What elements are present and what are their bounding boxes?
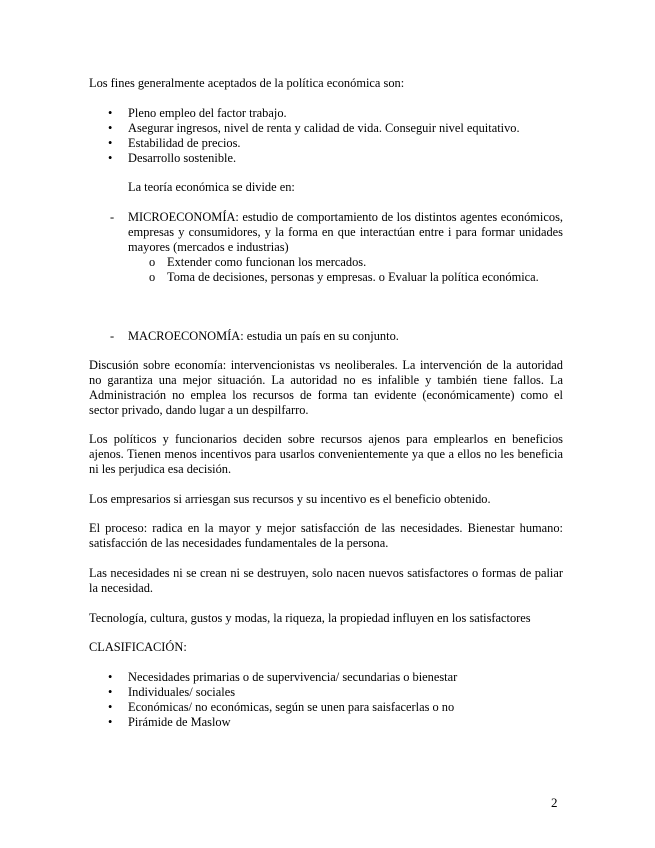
micro-subitems <box>128 255 563 285</box>
micro-item <box>89 210 563 285</box>
list-item: o Toma de decisiones, personas y empresas. o Evaluar la política económica. <box>149 270 539 284</box>
dash-icon: - <box>110 210 115 224</box>
micro-text: MICROECONOMÍA: estudio de comportamiento de los distintos agentes económicos, empresas y consumidores, y la forma en que interactúan entre i para formar unidades mayores (mercados e industrias) <box>128 210 563 254</box>
document-page <box>89 0 563 848</box>
bullet-icon: • <box>108 700 113 714</box>
bullet-icon: • <box>108 136 113 150</box>
list-item: • Necesidades primarias o de supervivencia/ secundarias o bienestar <box>108 670 458 684</box>
paragraph-tecnologia: Tecnología, cultura, gustos y modas, la riqueza, la propiedad influyen en los satisfactores <box>89 611 531 625</box>
circle-bullet-icon: o <box>149 270 156 284</box>
bullet-icon: • <box>108 121 113 135</box>
list-item: • Pleno empleo del factor trabajo. <box>108 106 287 120</box>
paragraph-discusion: Discusión sobre economía: intervencionistas vs neoliberales. La intervención de la autoridad no garantiza una mejor situación. La autoridad no es infalible y también tiene fallos. La Administración no emplea los recursos de forma tan evidente (económicamente) como el sector privado, dando lugar a un despilfarro. <box>89 358 563 417</box>
macro-item <box>89 329 563 344</box>
paragraph-necesidades: Las necesidades ni se crean ni se destruyen, solo nacen nuevos satisfactores o formas de paliar la necesidad. <box>89 566 563 595</box>
bullet-icon: • <box>108 670 113 684</box>
bullet-icon: • <box>108 151 113 165</box>
list-item: • Individuales/ sociales <box>108 685 236 699</box>
paragraph-empresarios: Los empresarios si arriesgan sus recursos y su incentivo es el beneficio obtenido. <box>89 492 491 506</box>
macro-text: MACROECONOMÍA: estudia un país en su conjunto. <box>128 329 399 343</box>
clasificacion-heading: CLASIFICACIÓN: <box>89 640 187 654</box>
list-item: • Económicas/ no económicas, según se unen para saisfacerlas o no <box>108 700 455 714</box>
fines-list <box>89 106 563 166</box>
list-item: • Desarrollo sostenible. <box>108 151 237 165</box>
intro-text: Los fines generalmente aceptados de la política económica son: <box>89 76 405 90</box>
list-item: • Pirámide de Maslow <box>108 715 231 729</box>
list-item: • Asegurar ingresos, nivel de renta y calidad de vida. Conseguir nivel equitativo. <box>108 121 520 135</box>
dash-icon: - <box>110 329 115 343</box>
list-item: o Extender como funcionan los mercados. <box>149 255 367 269</box>
bullet-icon: • <box>108 715 113 729</box>
circle-bullet-icon: o <box>149 255 156 269</box>
bullet-icon: • <box>108 106 113 120</box>
page-number: 2 <box>551 795 558 810</box>
paragraph-politicos: Los políticos y funcionarios deciden sobre recursos ajenos para emplearlos en beneficios ajenos. Tienen menos incentivos para usarlos convenientemente ya que a ellos no les beneficia ni les perjudica esa decisión. <box>89 432 563 476</box>
teoria-intro: La teoría económica se divide en: <box>128 180 295 194</box>
list-item: • Estabilidad de precios. <box>108 136 241 150</box>
paragraph-proceso: El proceso: radica en la mayor y mejor satisfacción de las necesidades. Bienestar humano: satisfacción de las necesidades fundamentales de la persona. <box>89 521 563 550</box>
clasificacion-list <box>89 670 563 730</box>
bullet-icon: • <box>108 685 113 699</box>
